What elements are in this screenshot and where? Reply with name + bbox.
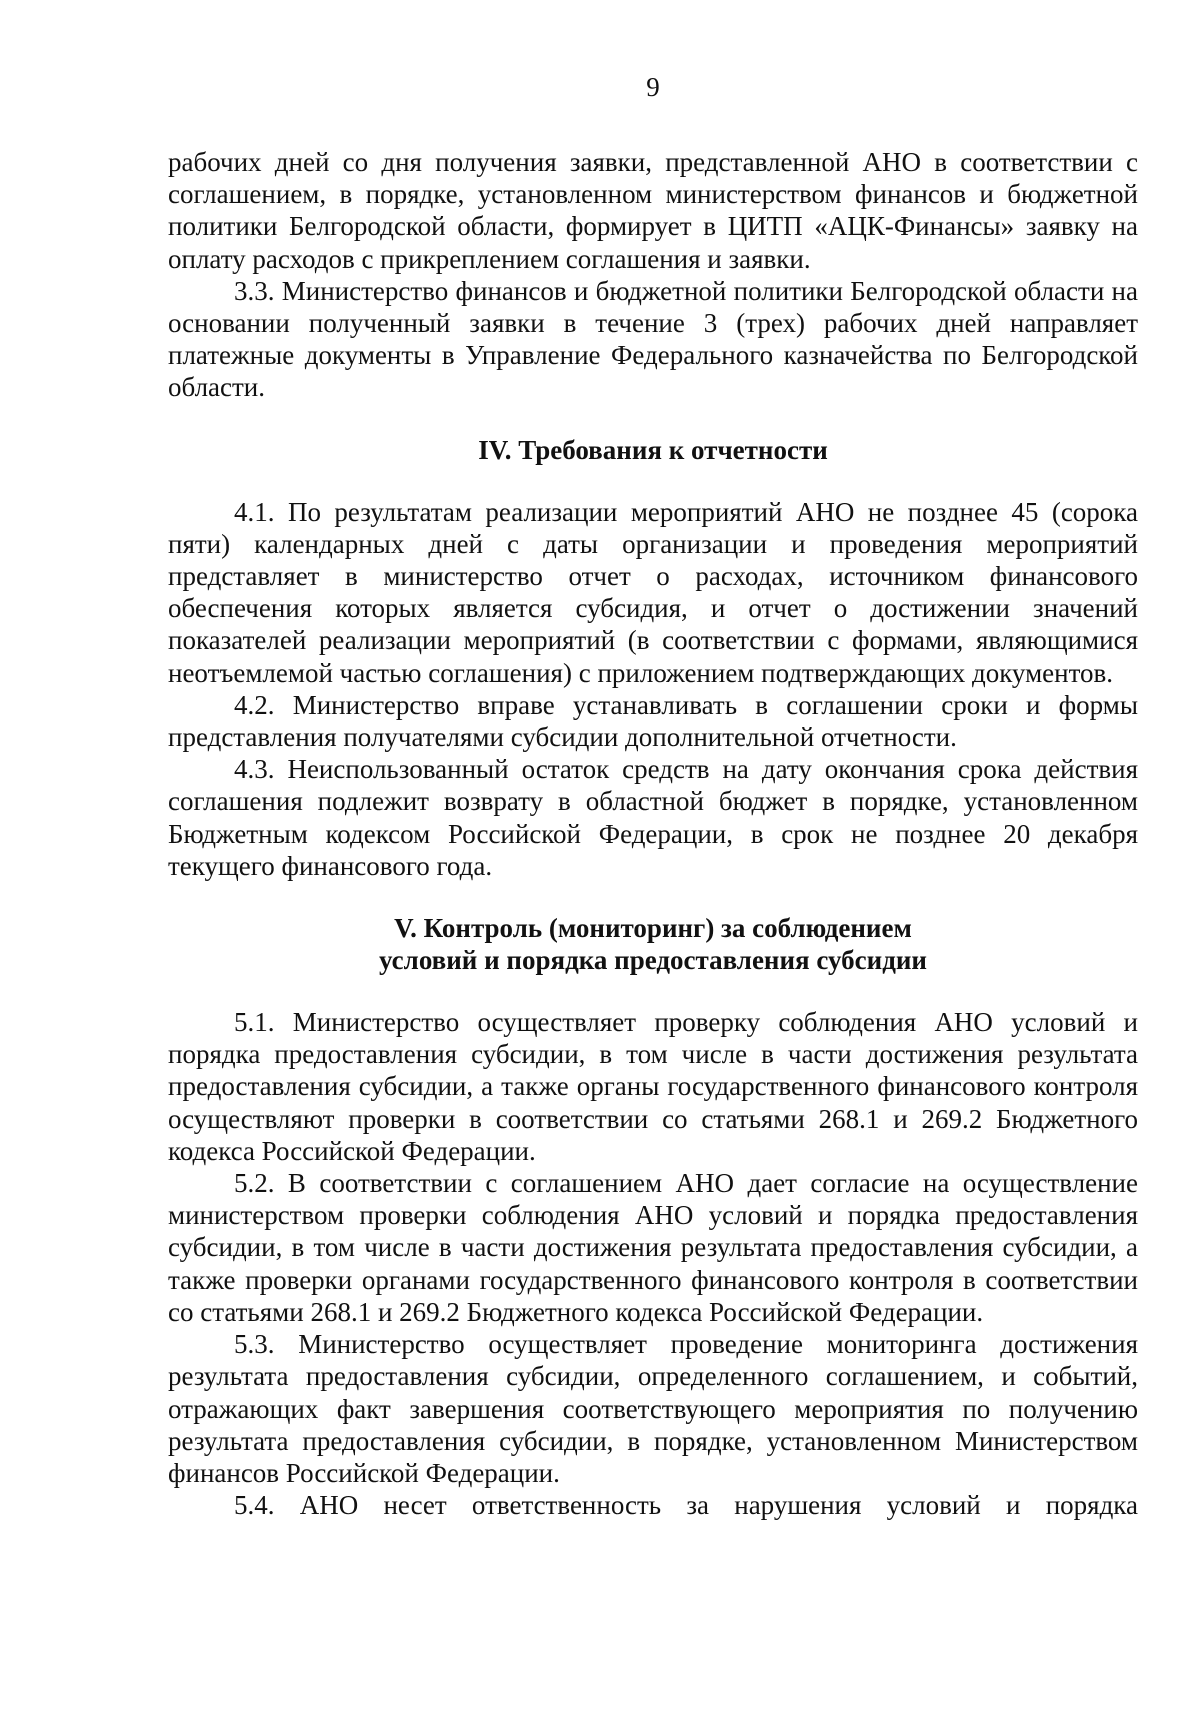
- paragraph-5-3: 5.3. Министерство осуществляет проведение мониторинга достижения результата предоставления субсидии, определенного соглашением, и событий, отражающих факт завершения соответствующего мероприятия по получению результата предоставления субсидии, в порядке, установленном Министерством финансов Российской Федерации.: [168, 1329, 1138, 1488]
- page-number: 9: [646, 72, 660, 102]
- section-5-heading-line2: условий и порядка предоставления субсидии: [379, 945, 927, 976]
- section-4-heading: IV. Требования к отчетности: [478, 434, 828, 465]
- paragraph-4-1: 4.1. По результатам реализации мероприятий АНО не позднее 45 (сорока пяти) календарных дней с даты организации и проведения мероприятий представляет в министерство отчет о расходах, источником финансового обеспечения которых является субсидия, и отчет о достижении значений показателей реализации мероприятий (в соответствии с формами, являющимися неотъемлемой частью соглашения) с приложением подтверждающих документов.: [168, 496, 1138, 688]
- paragraph-continued: рабочих дней со дня получения заявки, представленной АНО в соответствии с соглашением, в порядке, установленном министерством финансов и бюджетной политики Белгородской области, формирует в ЦИТП «АЦК-Финансы» заявку на оплату расходов с прикреплением соглашения и заявки.: [168, 147, 1138, 274]
- paragraph-4-3: 4.3. Неиспользованный остаток средств на дату окончания срока действия соглашения подлежит возврату в областной бюджет в порядке, установленном Бюджетным кодексом Российской Федерации, в срок не позднее 20 декабря текущего финансового года.: [168, 754, 1138, 881]
- section-5-heading: [168, 912, 1138, 976]
- paragraph-5-2: 5.2. В соответствии с соглашением АНО дает согласие на осуществление министерством проверки соблюдения АНО условий и порядка предоставления субсидии, в том числе в части достижения результата предоставления субсидии, а также проверки органами государственного финансового контроля в соответствии со статьями 268.1 и 269.2 Бюджетного кодекса Российской Федерации.: [168, 1168, 1138, 1327]
- section-5-heading-line1: V. Контроль (мониторинг) за соблюдением: [394, 913, 912, 944]
- paragraph-3-3: 3.3. Министерство финансов и бюджетной политики Белгородской области на основании полученный заявки в течение 3 (трех) рабочих дней направляет платежные документы в Управление Федерального казначейства по Белгородской области.: [168, 275, 1138, 403]
- paragraph-5-1: 5.1. Министерство осуществляет проверку соблюдения АНО условий и порядка предоставления субсидии, в том числе в части достижения результата предоставления субсидии, а также органы государственного финансового контроля осуществляют проверки в соответствии со статьями 268.1 и 269.2 Бюджетного кодекса Российской Федерации.: [168, 1007, 1138, 1166]
- paragraph-4-2: 4.2. Министерство вправе устанавливать в соглашении сроки и формы представления получателями субсидии дополнительной отчетности.: [168, 689, 1138, 753]
- paragraph-5-4: 5.4. АНО несет ответственность за нарушения условий и порядка: [234, 1490, 1138, 1521]
